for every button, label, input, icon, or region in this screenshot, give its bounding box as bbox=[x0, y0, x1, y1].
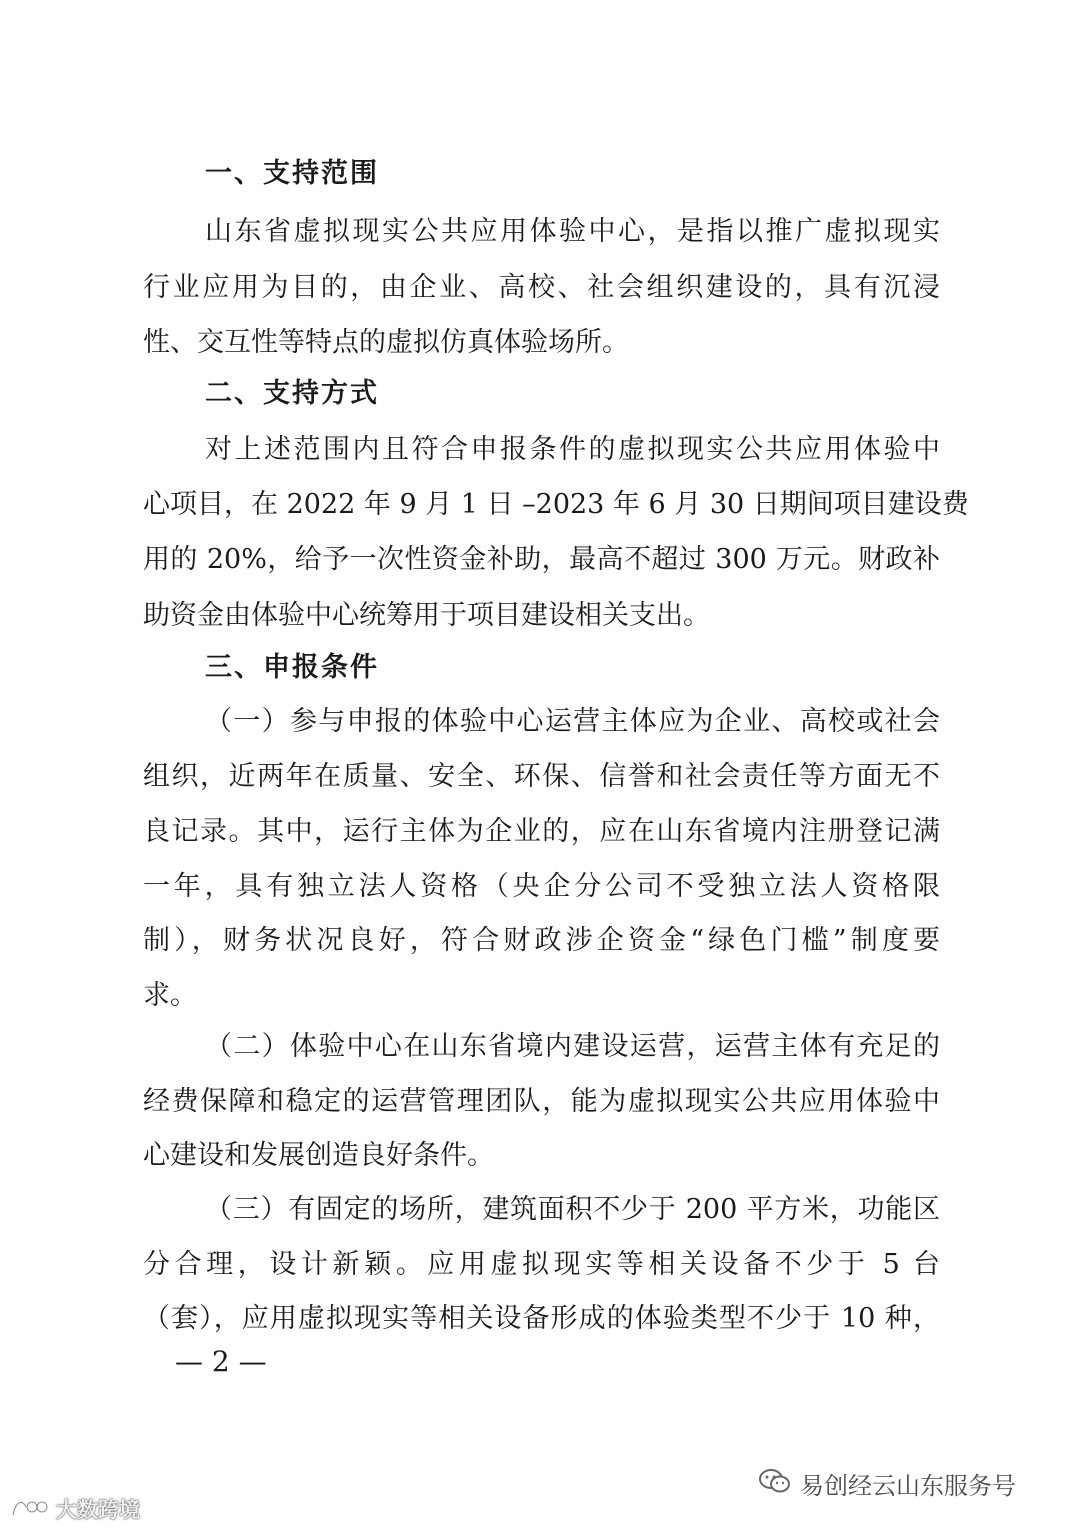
section-heading-conditions: 三、申报条件 bbox=[205, 652, 379, 683]
paragraph-line: 对上述范围内且符合申报条件的虚拟现实公共应用体验中 bbox=[205, 434, 940, 465]
section-heading-scope: 一、支持范围 bbox=[205, 158, 379, 189]
wechat-icon bbox=[758, 1467, 792, 1501]
paragraph-line: 经费保障和稳定的运营管理团队，能为虚拟现实公共应用体验中 bbox=[143, 1086, 940, 1117]
paragraph-line: 行业应用为目的，由企业、高校、社会组织建设的，具有沉浸 bbox=[143, 272, 940, 303]
paragraph-line: （三）有固定的场所，建筑面积不少于 200 平方米，功能区 bbox=[205, 1194, 940, 1225]
paragraph-line: 性、交互性等特点的虚拟仿真体验场所。 bbox=[143, 327, 629, 358]
site-name: 大数跨境 bbox=[56, 1498, 140, 1522]
paragraph-line: 心建设和发展创造良好条件。 bbox=[143, 1140, 494, 1171]
paragraph-line: 求。 bbox=[143, 980, 197, 1011]
paragraph-line: （套），应用虚拟现实等相关设备形成的体验类型不少于 10 种， bbox=[143, 1303, 940, 1334]
paragraph-line: 制），财务状况良好，符合财政涉企资金“绿色门槛”制度要 bbox=[143, 925, 940, 956]
brand-logo-icon bbox=[10, 1495, 50, 1524]
paragraph-line: （一）参与申报的体验中心运营主体应为企业、高校或社会 bbox=[205, 706, 940, 737]
site-watermark bbox=[10, 1494, 140, 1524]
paragraph-line: （二）体验中心在山东省境内建设运营，运营主体有充足的 bbox=[205, 1031, 940, 1062]
paragraph-line: 分合理，设计新颖。应用虚拟现实等相关设备不少于 5 台 bbox=[143, 1249, 940, 1280]
page-number: — 2 — bbox=[175, 1345, 267, 1378]
paragraph-line: 山东省虚拟现实公共应用体验中心，是指以推广虚拟现实 bbox=[205, 216, 940, 247]
paragraph-line: 心项目，在 2022 年 9 月 1 日 –2023 年 6 月 30 日期间项目建设费 bbox=[143, 489, 969, 520]
section-heading-method: 二、支持方式 bbox=[205, 378, 379, 409]
paragraph-line: 用的 20%，给予一次性资金补助，最高不超过 300 万元。财政补 bbox=[143, 544, 940, 575]
paragraph-line: 助资金由体验中心统筹用于项目建设相关支出。 bbox=[143, 600, 710, 631]
paragraph-line: 组织，近两年在质量、安全、环保、信誉和社会责任等方面无不 bbox=[143, 761, 940, 792]
paragraph-line: 良记录。其中，运行主体为企业的，应在山东省境内注册登记满 bbox=[143, 816, 940, 847]
wechat-watermark bbox=[758, 1466, 1016, 1501]
paragraph-line: 一年，具有独立法人资格（央企分公司不受独立法人资格限 bbox=[143, 871, 940, 902]
wechat-account-name: 易创经云山东服务号 bbox=[800, 1472, 1016, 1500]
